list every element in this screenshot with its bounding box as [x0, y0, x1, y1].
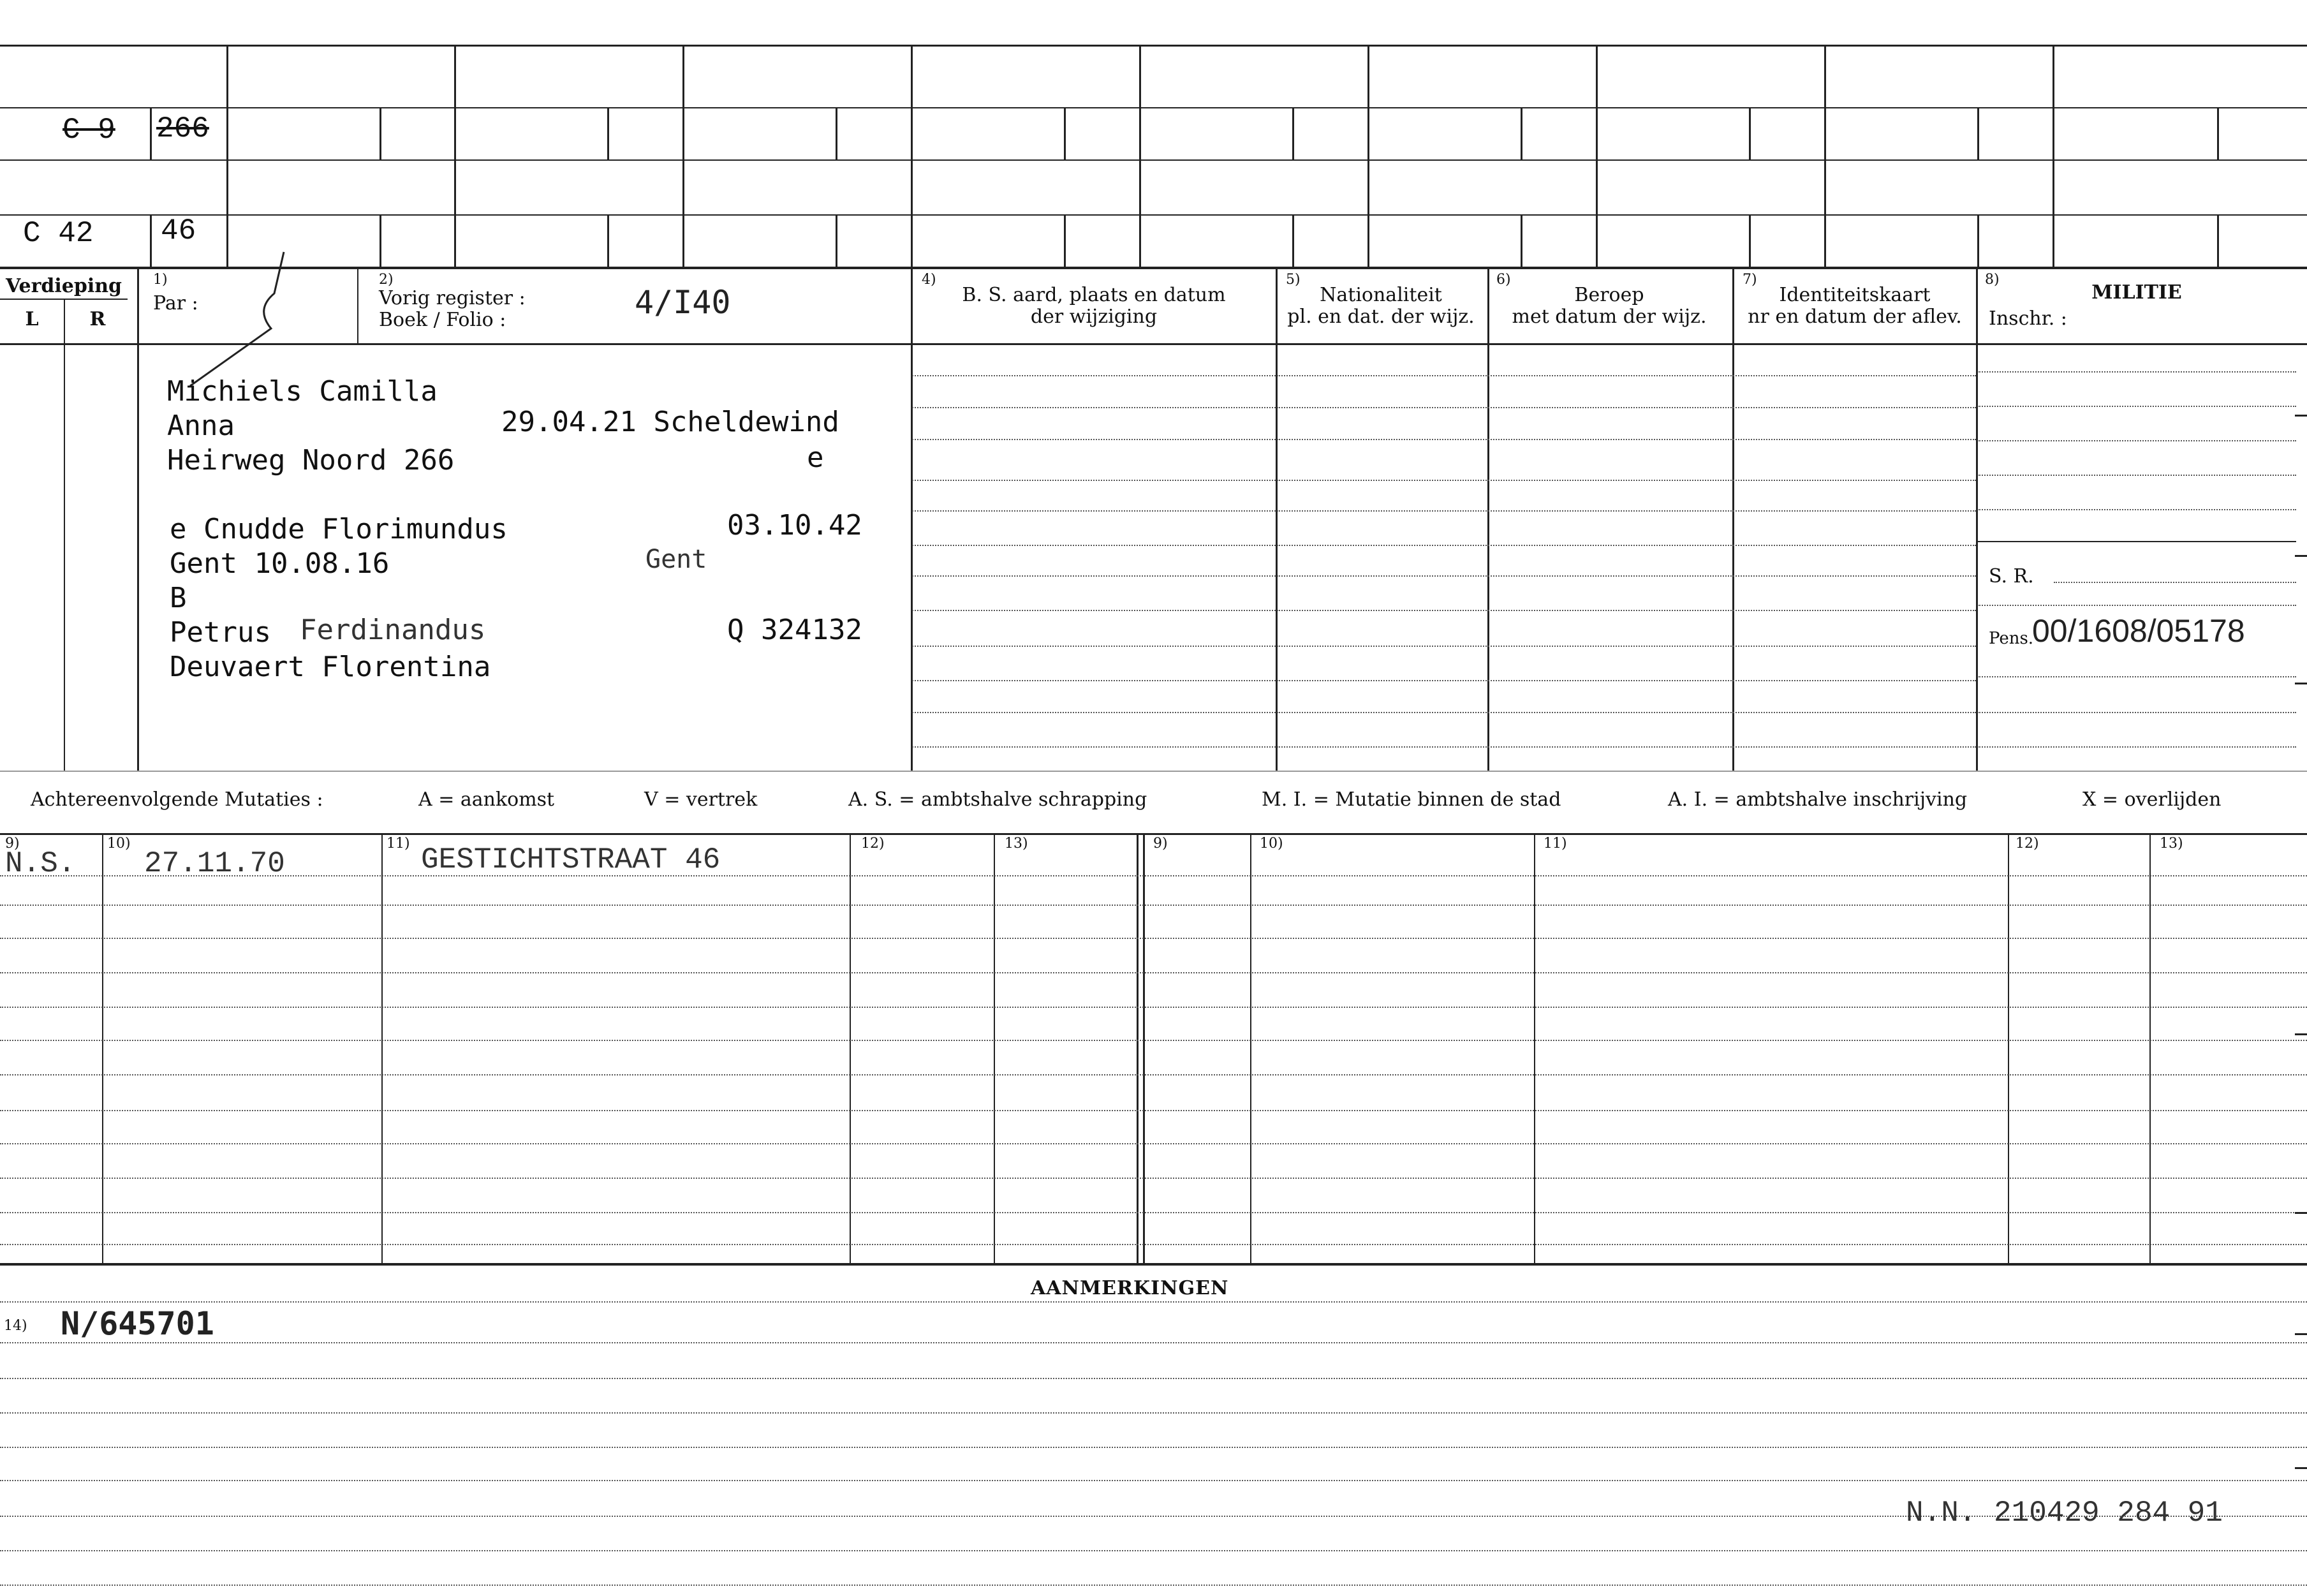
remarks-line	[0, 1342, 2307, 1343]
dotted-row	[912, 712, 1276, 713]
legend-ai: A. I. = ambtshalve inschrijving	[1668, 788, 1968, 811]
grid-divider	[2217, 107, 2219, 159]
mut-col-num: 12)	[2016, 836, 2039, 852]
dotted-row	[1277, 575, 1976, 577]
edge-tick	[2295, 1467, 2307, 1469]
grid-divider	[226, 45, 228, 267]
inschr-label: Inschr. :	[1989, 307, 2067, 330]
militie-header: MILITIE	[2091, 281, 2182, 304]
old-number: 266	[156, 112, 209, 145]
dotted-row	[912, 610, 1276, 611]
dotted-row	[1277, 407, 1976, 408]
grid-divider	[380, 214, 381, 267]
grid-divider	[1292, 107, 1294, 159]
pens-value: 00/1608/05178	[2032, 613, 2245, 649]
grid-divider	[2217, 214, 2219, 267]
mut-col-num: 9)	[1153, 836, 1168, 852]
grid-divider	[1139, 45, 1141, 267]
pens-label: Pens.	[1989, 629, 2034, 648]
mutation-row-line	[0, 972, 2307, 973]
militie-row	[1977, 676, 2296, 677]
militie-row	[1977, 712, 2296, 713]
mut-col-num: 11)	[387, 836, 410, 852]
mut-col-num: 10)	[1260, 836, 1283, 852]
col-l-label: L	[25, 308, 39, 330]
id-code: Q 324132	[727, 614, 862, 646]
old-code: C 9	[63, 114, 115, 147]
remarks-title: AANMERKINGEN	[1031, 1277, 1229, 1299]
dotted-row	[1277, 439, 1976, 440]
mut-col-num: 11)	[1544, 836, 1567, 852]
edge-tick	[2295, 1333, 2307, 1335]
person-firstname: Anna	[167, 410, 235, 442]
grid-divider	[380, 107, 381, 159]
edge-tick	[2295, 415, 2307, 417]
spouse-name: e Cnudde Florimundus	[170, 513, 508, 545]
remarks-line	[0, 1301, 2307, 1303]
identiteitskaart-header-2: nr en datum der aflev.	[1748, 306, 1962, 328]
grid-divider	[1749, 107, 1751, 159]
mut-col	[1137, 833, 1139, 1263]
grid-divider	[607, 107, 609, 159]
grid-divider	[454, 45, 456, 267]
grid-divider	[836, 214, 837, 267]
mutation-row-line	[0, 1110, 2307, 1111]
identiteitskaart-header-1: Identiteitskaart	[1779, 284, 1931, 306]
col-r-label: R	[89, 308, 106, 330]
remarks-line	[0, 1412, 2307, 1414]
dotted-row	[912, 746, 1276, 748]
legend-mi: M. I. = Mutatie binnen de stad	[1262, 788, 1561, 811]
mutation-row-line	[0, 905, 2307, 906]
mut-col-num: 9)	[5, 836, 20, 852]
grid-divider	[1367, 45, 1369, 267]
header-border	[0, 267, 2307, 269]
remarks-line	[0, 1480, 2307, 1481]
militie-row	[1977, 371, 2296, 373]
dotted-row	[912, 680, 1276, 681]
mutaties-title: Achtereenvolgende Mutaties :	[31, 788, 323, 811]
militie-row	[1977, 509, 2296, 510]
dotted-row	[912, 375, 1276, 376]
mut-col	[381, 833, 383, 1263]
dotted-row	[1277, 746, 1976, 748]
grid-divider	[1292, 214, 1294, 267]
mother-name: Deuvaert Florentina	[170, 651, 491, 683]
mutation-row-line	[0, 875, 2307, 876]
grid-divider	[1521, 214, 1522, 267]
mutation-row-line	[0, 1074, 2307, 1075]
dotted-row	[912, 510, 1276, 512]
vorig-register-label: Vorig register :	[379, 287, 526, 309]
col-divider	[1976, 267, 1978, 771]
col-divider	[357, 267, 358, 343]
top-border	[0, 45, 2307, 47]
dotted-row	[912, 646, 1276, 647]
marriage-date: 03.10.42	[727, 509, 862, 542]
block-bottom	[0, 771, 2307, 772]
mutation-top	[0, 833, 2307, 835]
grid-divider	[1521, 107, 1522, 159]
par-label: Par :	[153, 292, 198, 314]
remarks-line	[0, 1585, 2307, 1586]
mutation-code: N.S.	[5, 847, 76, 880]
mutation-row-line	[0, 938, 2307, 939]
footnote-2: 2)	[379, 272, 394, 288]
dotted-row	[1277, 610, 1976, 611]
mut-col	[102, 833, 103, 1263]
dotted-row	[1277, 510, 1976, 512]
militie-row	[1977, 746, 2296, 748]
address: Heirweg Noord 266	[167, 444, 455, 477]
militie-row	[1977, 440, 2296, 441]
edge-tick	[2295, 1033, 2307, 1035]
grid-divider	[2053, 45, 2054, 267]
mut-col	[2149, 833, 2151, 1263]
grid-divider	[1977, 214, 1979, 267]
mutation-row-line	[0, 1212, 2307, 1213]
remarks-line	[0, 1447, 2307, 1448]
pointer-arrow	[185, 249, 313, 395]
dotted-row	[1277, 680, 1976, 681]
mut-col-num: 10)	[107, 836, 131, 852]
remarks-code: N/645701	[61, 1305, 214, 1342]
sr-line	[2054, 582, 2296, 583]
grid-divider	[836, 107, 837, 159]
remarks-line	[0, 1378, 2307, 1379]
col-divider	[1276, 267, 1278, 771]
nationaliteit-header-1: Nationaliteit	[1320, 284, 1442, 306]
footnote-8: 8)	[1985, 272, 2000, 288]
legend-v: V = vertrek	[644, 788, 758, 811]
verdieping-label: Verdieping	[5, 275, 122, 297]
militie-row	[1977, 605, 2296, 606]
grid-divider	[1596, 45, 1598, 267]
dotted-row	[912, 545, 1276, 546]
legend-x: X = overlijden	[2082, 788, 2222, 811]
bs-header-1: B. S. aard, plaats en datum	[962, 284, 1226, 306]
mutation-row-line	[0, 1040, 2307, 1041]
grid-divider	[1749, 214, 1751, 267]
dotted-row	[1277, 646, 1976, 647]
col-divider	[1732, 267, 1734, 771]
spouse-birth-place: Gent	[645, 545, 707, 574]
mutation-date: 27.11.70	[144, 847, 285, 880]
col-lr-divider	[64, 299, 65, 771]
address-suffix: e	[807, 441, 824, 474]
dotted-row	[912, 575, 1276, 577]
father-second-name: Ferdinandus	[300, 614, 486, 646]
grid-line	[0, 214, 2307, 216]
mutation-row-line	[0, 1007, 2307, 1008]
current-code: C 42	[23, 217, 94, 250]
person-name: Michiels Camilla	[167, 375, 438, 408]
spouse-birth: Gent 10.08.16	[170, 547, 390, 580]
mut-col-num: 13)	[2160, 836, 2183, 852]
birth-date-place: 29.04.21 Scheldewind	[501, 406, 839, 438]
remarks-line	[0, 1550, 2307, 1551]
dotted-row	[1277, 480, 1976, 481]
nationaliteit-header-2: pl. en dat. der wijz.	[1287, 306, 1475, 328]
mutation-bottom	[0, 1263, 2307, 1266]
grid-divider	[911, 45, 913, 267]
beroep-header-1: Beroep	[1574, 284, 1644, 306]
edge-tick	[2295, 555, 2307, 557]
grid-line	[0, 159, 2307, 161]
grid-divider	[150, 214, 152, 267]
legend-a: A = aankomst	[418, 788, 555, 811]
boek-folio-label: Boek / Folio :	[379, 309, 506, 331]
father-name: Petrus	[170, 616, 271, 649]
beroep-header-2: met datum der wijz.	[1512, 306, 1707, 328]
boek-folio-value: 4/I40	[635, 284, 731, 321]
col-divider	[911, 267, 913, 771]
col-divider	[1487, 267, 1489, 771]
mutation-row-line	[0, 1143, 2307, 1144]
grid-divider	[1977, 107, 1979, 159]
grid-divider	[1824, 45, 1826, 267]
footnote-14: 14)	[4, 1318, 27, 1334]
militie-row	[1977, 406, 2296, 407]
edge-tick	[2295, 683, 2307, 684]
footnote-1: 1)	[153, 272, 168, 288]
header-bottom	[0, 343, 2307, 345]
dotted-row	[1277, 375, 1976, 376]
nn-number: N.N. 210429 284 91	[1906, 1496, 2223, 1530]
mut-col-num: 12)	[861, 836, 885, 852]
mutation-address: GESTICHTSTRAAT 46	[421, 843, 721, 876]
mut-col-num: 13)	[1005, 836, 1028, 852]
bs-header-2: der wijziging	[1030, 306, 1158, 328]
dotted-row	[912, 407, 1276, 408]
militie-row	[1977, 475, 2296, 476]
grid-divider	[150, 107, 152, 159]
col-divider	[137, 267, 139, 771]
grid-divider	[682, 45, 684, 267]
dotted-row	[912, 439, 1276, 440]
militie-divider	[1977, 541, 2296, 542]
grid-line	[0, 107, 2307, 108]
mut-col	[1143, 833, 1145, 1263]
legend-as: A. S. = ambtshalve schrapping	[848, 788, 1147, 811]
grid-divider	[1064, 214, 1066, 267]
mut-col	[2008, 833, 2009, 1263]
footnote-5: 5)	[1286, 272, 1301, 288]
mutation-row-line	[0, 1178, 2307, 1179]
footnote-4: 4)	[922, 272, 936, 288]
grid-divider	[607, 214, 609, 267]
sr-label: S. R.	[1989, 565, 2034, 587]
footnote-7: 7)	[1743, 272, 1757, 288]
dotted-row	[1277, 545, 1976, 546]
footnote-6: 6)	[1496, 272, 1511, 288]
mut-col	[850, 833, 851, 1263]
mut-col	[1250, 833, 1251, 1263]
edge-tick	[2295, 1212, 2307, 1214]
mut-col	[994, 833, 995, 1263]
dotted-row	[912, 480, 1276, 481]
mutation-row-line	[0, 1244, 2307, 1245]
current-number: 46	[161, 214, 196, 248]
nationality-code: B	[170, 582, 187, 614]
dotted-row	[1277, 712, 1976, 713]
mut-col	[1534, 833, 1535, 1263]
grid-divider	[1064, 107, 1066, 159]
